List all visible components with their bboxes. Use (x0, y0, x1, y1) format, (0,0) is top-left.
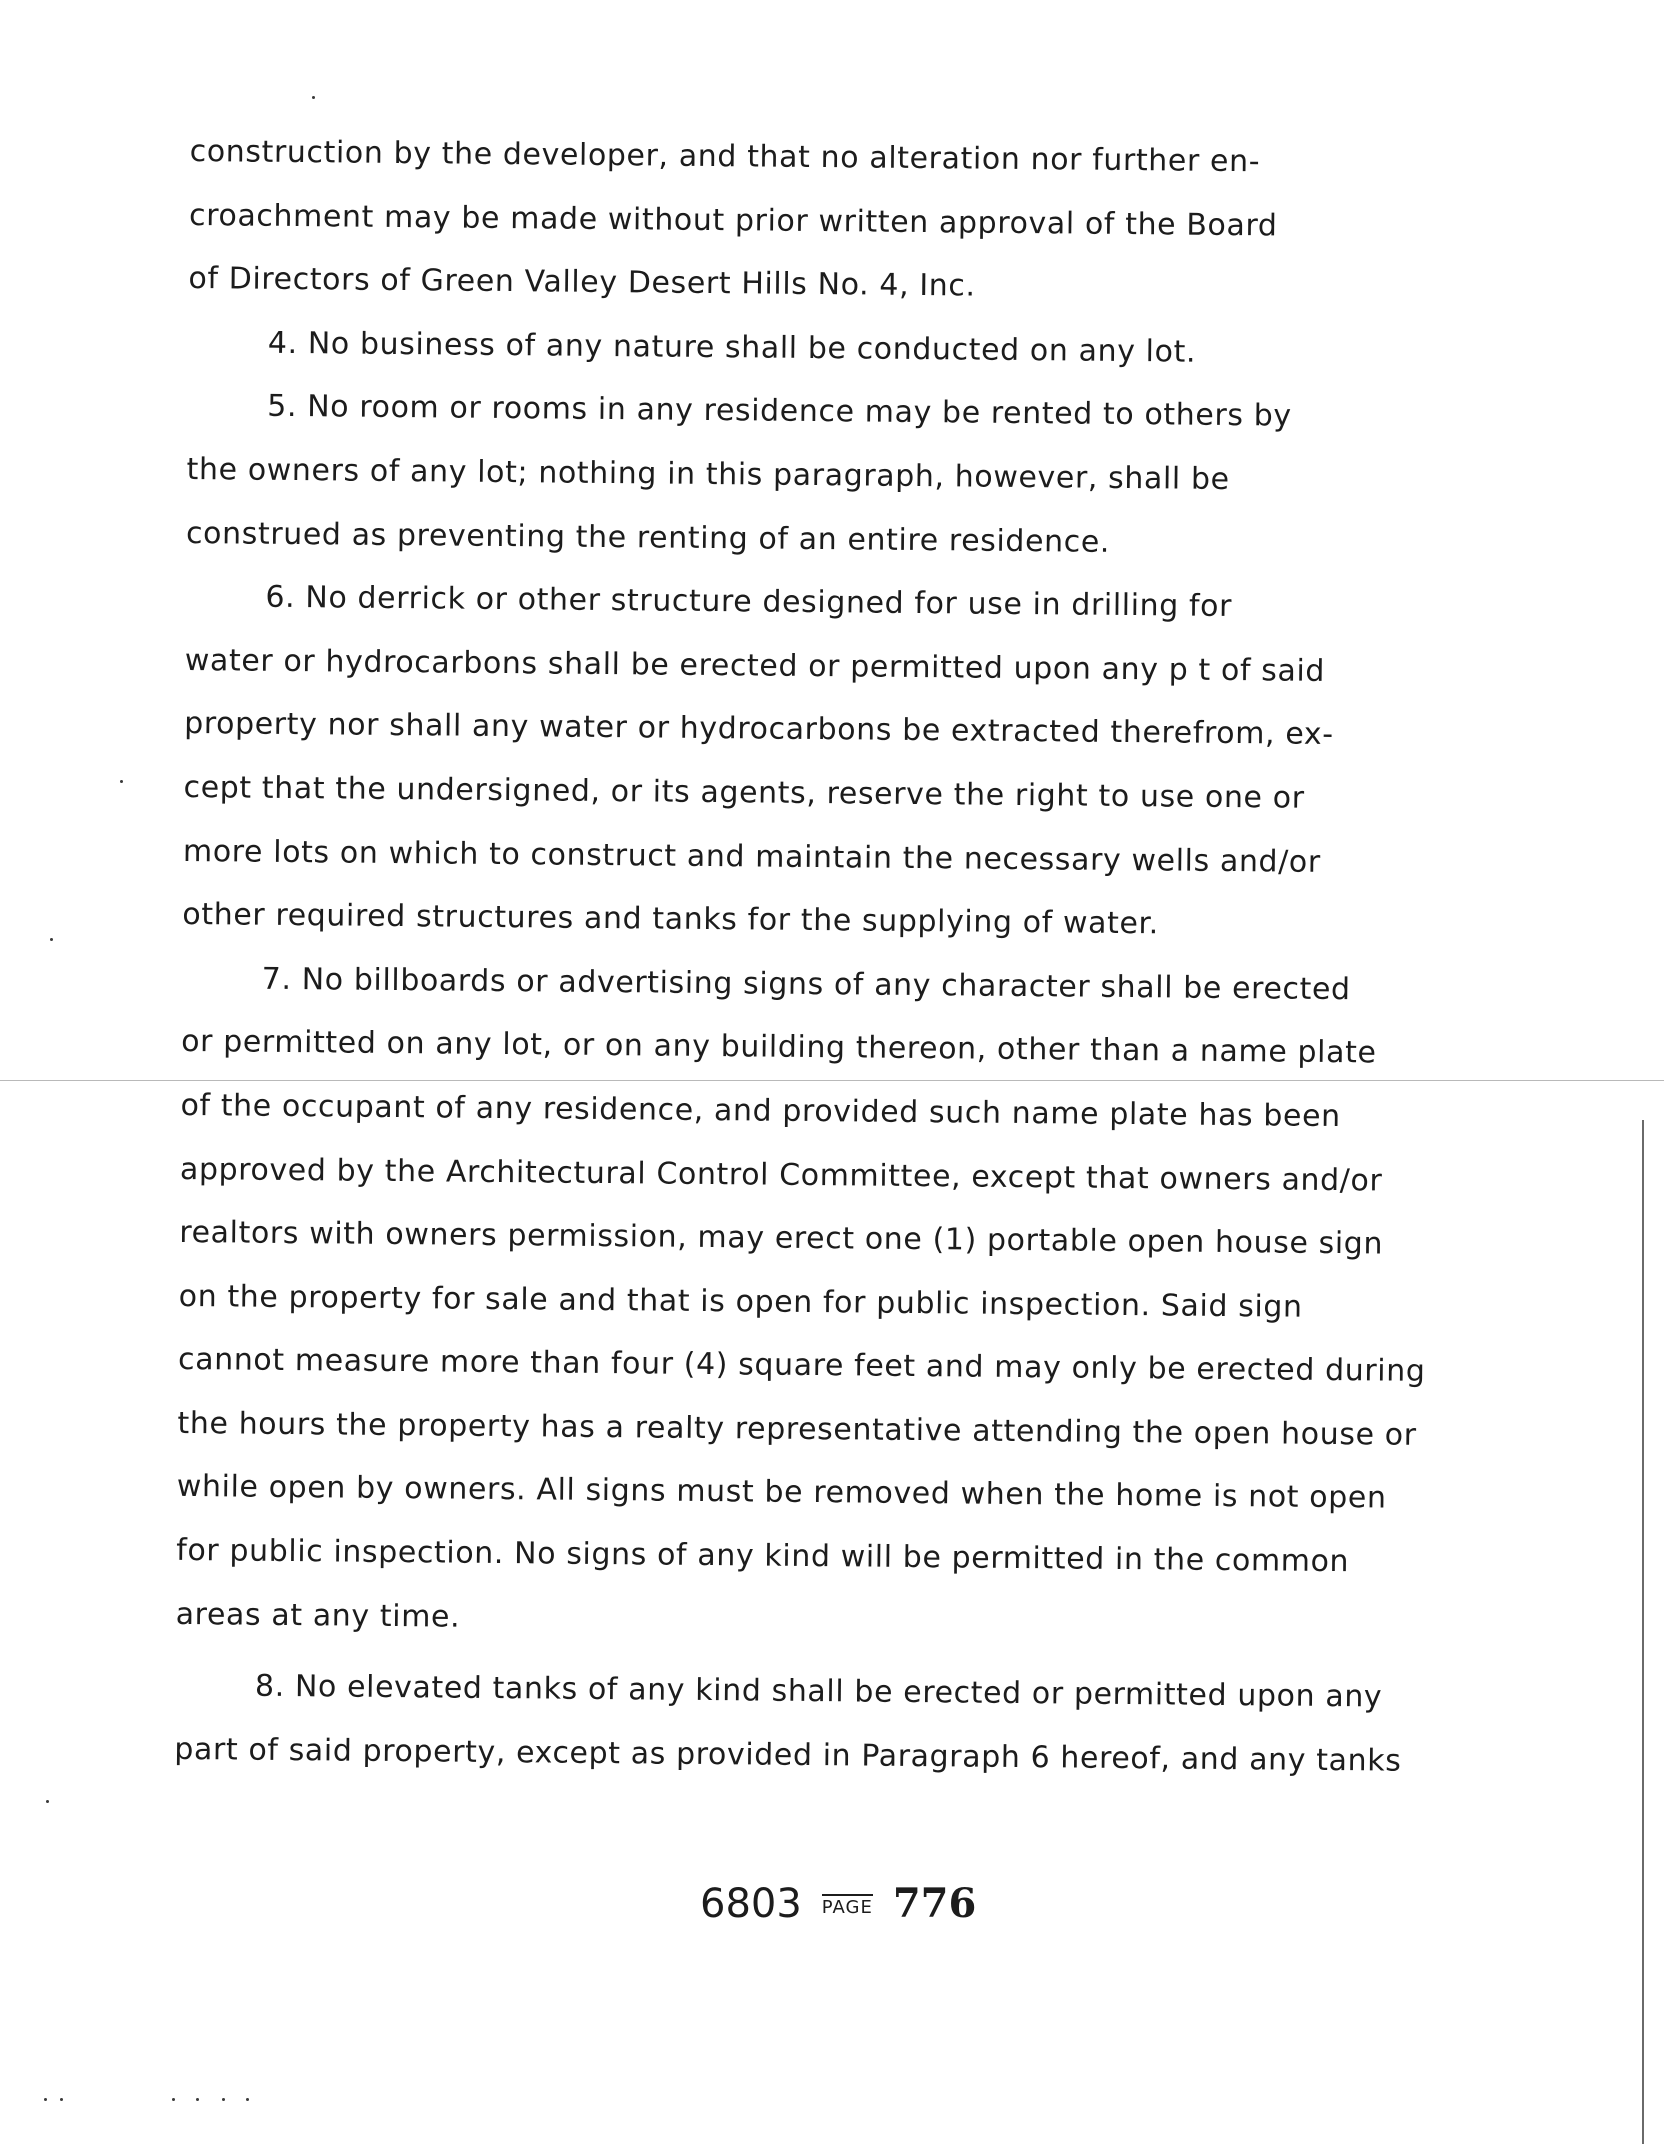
scan-speck (46, 1800, 49, 1803)
text-line: cannot measure more than four (4) square feet and may only be erected during (177, 1342, 1426, 1390)
text-line: cept that the undersigned, or its agents, reserve the right to use one or (183, 769, 1305, 816)
scan-speck (120, 780, 123, 783)
text-line: construction by the developer, and that no alteration nor further en- (189, 133, 1261, 180)
text-line: water or hydrocarbons shall be erected or permitted upon any p t of said (184, 642, 1326, 689)
text-line: for public inspection. No signs of any kind will be permitted in the common (176, 1532, 1350, 1580)
page-number: 776 (892, 1880, 977, 1927)
text-line: the hours the property has a realty representative attending the open house or (177, 1405, 1417, 1453)
text-line: other required structures and tanks for the supplying of water. (182, 897, 1159, 942)
paragraph-5: 5. No room or rooms in any residence may be rented to others by (267, 389, 1292, 434)
text-line: croachment may be made without prior written approval of the Board (188, 197, 1278, 244)
scan-speck (44, 2098, 47, 2101)
book-page-stamp (700, 1880, 976, 1927)
text-line: of the occupant of any residence, and provided such name plate has been (180, 1087, 1341, 1134)
text-line: part of said property, except as provided in Paragraph 6 hereof, and any tanks (174, 1731, 1402, 1779)
page-label: PAGE (822, 1894, 873, 1918)
page-edge-shadow (1642, 1120, 1644, 2144)
paragraph-8: 8. No elevated tanks of any kind shall be erected or permitted upon any (254, 1668, 1383, 1715)
scan-speck (172, 2098, 175, 2101)
text-line: while open by owners. All signs must be removed when the home is not open (176, 1469, 1387, 1517)
text-line: or permitted on any lot, or on any building thereon, other than a name plate (180, 1024, 1377, 1071)
text-line: approved by the Architectural Control Committee, except that owners and/or (179, 1151, 1383, 1198)
text-line: of Directors of Green Valley Desert Hills No. 4, Inc. (188, 261, 976, 304)
scan-speck (222, 2098, 225, 2101)
paragraph-6: 6. No derrick or other structure designed for use in drilling for (265, 579, 1233, 625)
scan-speck (196, 2098, 199, 2101)
text-line: property nor shall any water or hydrocarbons be extracted therefrom, ex- (184, 706, 1334, 753)
text-line: realtors with owners permission, may erect one (1) portable open house sign (179, 1215, 1384, 1262)
scan-speck (60, 2098, 63, 2101)
document-body (174, 120, 1490, 1794)
paragraph-4: 4. No business of any nature shall be conducted on any lot. (267, 325, 1197, 370)
scan-speck (50, 938, 53, 941)
text-line: on the property for sale and that is open for public inspection. Said sign (178, 1278, 1303, 1325)
text-line: the owners of any lot; nothing in this paragraph, however, shall be (186, 451, 1230, 497)
text-line: more lots on which to construct and maintain the necessary wells and/or (182, 833, 1321, 880)
scan-speck (246, 2098, 249, 2101)
book-number: 6803 (700, 1881, 802, 1927)
paragraph-7: 7. No billboards or advertising signs of any character shall be erected (261, 961, 1351, 1007)
text-line: construed as preventing the renting of an entire residence. (185, 515, 1111, 560)
text-line: areas at any time. (175, 1596, 461, 1635)
scan-speck (312, 96, 315, 99)
